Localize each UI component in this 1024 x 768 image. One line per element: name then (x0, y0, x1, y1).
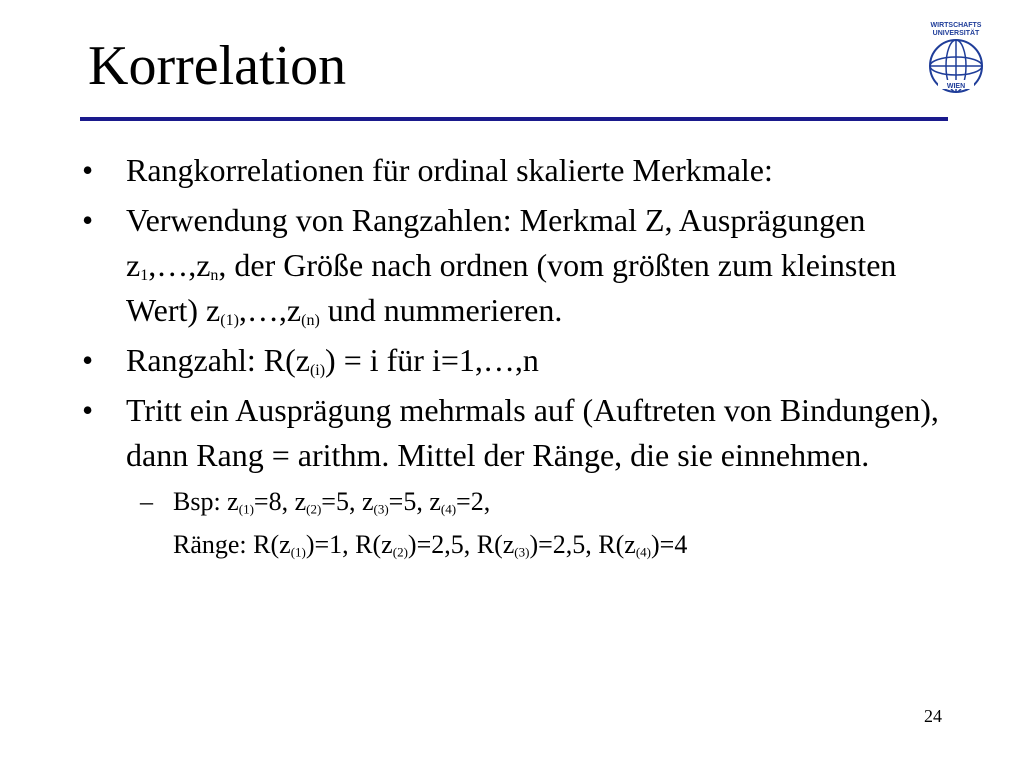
logo-text-line1: WIRTSCHAFTS (930, 22, 982, 29)
subscript: (i) (309, 362, 326, 379)
example-text: )=4 (651, 530, 688, 559)
bullet-item-rangzahlen (82, 198, 962, 333)
bullet-text: und nummerieren. (319, 292, 563, 328)
subscript: (3) (514, 544, 530, 560)
bullet-text: ,…,z (148, 247, 211, 283)
example-text: Ränge: R(z (173, 530, 291, 559)
slide-title: Korrelation (88, 35, 347, 97)
university-logo (916, 18, 996, 100)
logo-text-line2: UNIVERSITÄT (932, 30, 980, 37)
subscript: (2) (306, 501, 322, 517)
subscript: (n) (301, 312, 320, 329)
example-text: )=2,5, R(z (407, 530, 515, 559)
subscript: n (210, 267, 219, 284)
sub-bullet-list (126, 484, 962, 563)
example-text: Bsp: z (173, 487, 239, 516)
example-text: )=2,5, R(z (529, 530, 636, 559)
bullet-text: ) = i für i=1,…,n (325, 342, 539, 378)
bullet-icon: • (82, 342, 94, 378)
subscript: (4) (635, 544, 651, 560)
subscript: (1) (220, 312, 239, 329)
bullet-icon: • (82, 202, 94, 238)
example-text: =2, (456, 487, 491, 516)
bullet-text: Tritt ein Ausprägung mehrmals auf (Auftreten von Bindungen), dann Rang = arithm. Mittel der Ränge, die sie einnehmen. (126, 392, 939, 473)
slide-body (82, 148, 962, 568)
title-underline (80, 117, 948, 121)
example-item (126, 484, 962, 563)
bullet-icon: • (82, 392, 94, 428)
bullet-text: ,…,z (238, 292, 302, 328)
logo-text-line3: WIEN (946, 83, 966, 90)
example-text: =5, z (388, 487, 441, 516)
bullet-text: Rangkorrelationen für ordinal skalierte Merkmale: (126, 152, 773, 188)
example-line-2 (173, 527, 962, 563)
bullet-item-rangzahl (82, 338, 962, 383)
subscript: (4) (440, 501, 457, 517)
bullet-text: Verwendung von Rangzahlen: Merkmal Z, Ausprägungen z (126, 202, 866, 283)
bullet-icon: • (82, 152, 94, 188)
subscript: (3) (373, 501, 389, 517)
example-text: =8, z (253, 487, 307, 516)
example-text: )=1, R(z (305, 530, 393, 559)
bullet-text: , der Größe nach ordnen (vom größten zum kleinsten Wert) z (126, 247, 897, 328)
bullet-item-bindungen (82, 388, 962, 563)
subscript: (1) (238, 501, 254, 517)
bullet-item-rangkorrelationen (82, 148, 962, 193)
bullet-text: Rangzahl: R(z (126, 342, 310, 378)
subscript: 1 (140, 267, 149, 284)
subscript: (1) (290, 544, 306, 560)
page-number: 24 (924, 706, 942, 726)
dash-icon: – (140, 487, 153, 516)
bullet-list (82, 148, 962, 563)
example-text: =5, z (321, 487, 374, 516)
example-line-1 (173, 484, 962, 520)
subscript: (2) (392, 544, 408, 560)
